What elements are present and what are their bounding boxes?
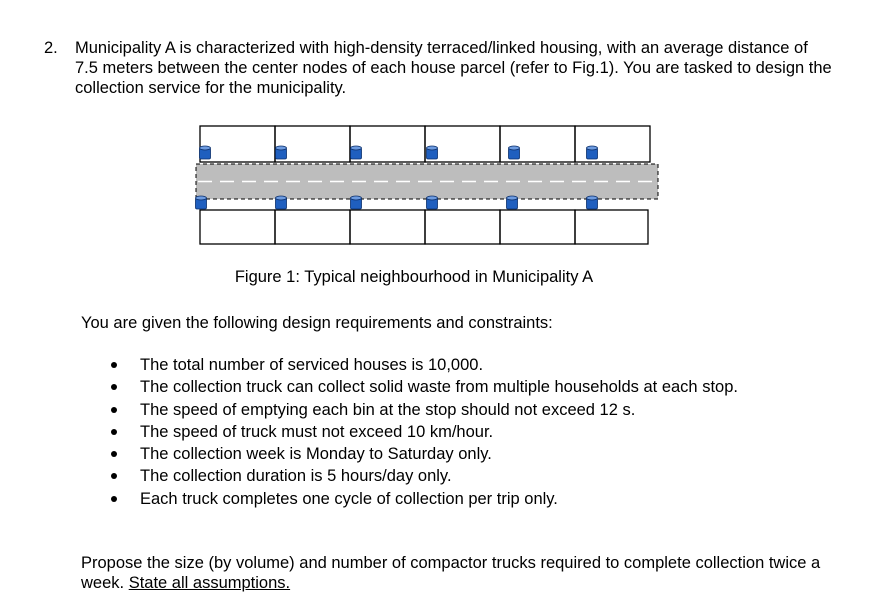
requirement-item: The collection truck can collect solid waste from multiple households at each stop. <box>110 376 738 398</box>
figure-caption: Figure 1: Typical neighbourhood in Municipality A <box>234 268 594 286</box>
requirement-item: The speed of emptying each bin at the stop should not exceed 12 s. <box>110 399 738 421</box>
waste-bin-icon <box>587 146 598 159</box>
requirements-intro: You are given the following design requirements and constraints: <box>81 314 553 332</box>
waste-bin-icon <box>196 196 207 209</box>
house-parcel <box>500 210 575 244</box>
requirement-item: The total number of serviced houses is 10,000. <box>110 354 738 376</box>
requirement-item: The collection duration is 5 hours/day only. <box>110 465 738 487</box>
waste-bin-icon <box>507 196 518 209</box>
bottom-row-parcels <box>200 210 648 244</box>
house-parcel <box>575 210 648 244</box>
proposal-main: Propose the size (by volume) and number of compactor trucks required to complete collection twice a week. <box>81 554 821 592</box>
waste-bin-icon <box>200 146 211 159</box>
waste-bin-icon <box>351 146 362 159</box>
question-number: 2. <box>44 39 58 57</box>
waste-bin-icon <box>351 196 362 209</box>
top-row-parcels <box>200 126 650 162</box>
waste-bin-icon <box>427 196 438 209</box>
question-text: Municipality A is characterized with high-density terraced/linked housing, with an average distance of 7.5 meters between the center nodes of each house parcel (refer to Fig.1). You are tasked to design the collection service for the municipality. <box>75 39 832 97</box>
waste-bin-icon <box>276 146 287 159</box>
house-parcel <box>350 210 425 244</box>
requirement-item: The collection week is Monday to Saturday only. <box>110 443 738 465</box>
waste-bin-icon <box>427 146 438 159</box>
waste-bin-icon <box>587 196 598 209</box>
requirements-list <box>110 354 738 510</box>
waste-bin-icon <box>509 146 520 159</box>
house-parcel <box>200 126 275 162</box>
house-parcel <box>200 210 275 244</box>
proposal-text <box>81 553 841 593</box>
requirement-item: The speed of truck must not exceed 10 km/hour. <box>110 421 738 443</box>
requirement-item: Each truck completes one cycle of collection per trip only. <box>110 488 738 510</box>
house-parcel <box>425 210 500 244</box>
waste-bin-icon <box>276 196 287 209</box>
proposal-assumptions: State all assumptions. <box>128 574 291 592</box>
house-parcel <box>275 210 350 244</box>
